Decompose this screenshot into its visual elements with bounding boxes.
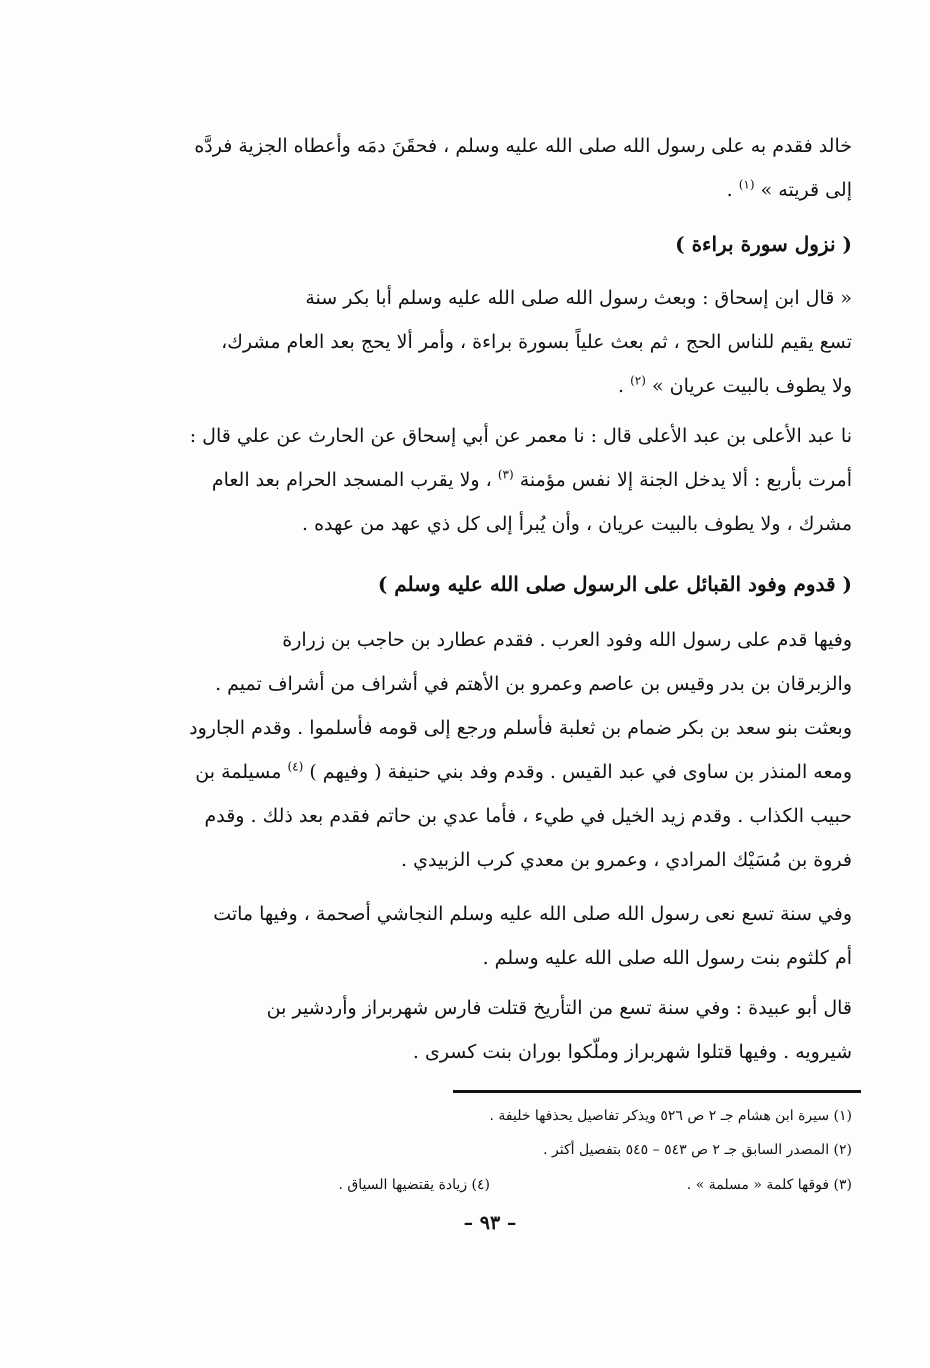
text-fragment: .: [618, 375, 625, 397]
text-line: [128, 168, 852, 212]
footnote-4: (٤) زيادة يقتضيها السياق .: [338, 1177, 490, 1193]
text-line: تسع يقيم للناس الحج ، ثم بعث علياً بسورة براءة ، وأمر ألا يحج بعد العام مشرك،: [221, 331, 852, 353]
footnote-ref: (١): [738, 177, 755, 192]
page-number: – ٩٣ –: [463, 1212, 517, 1234]
text-fragment: ومعه المنذر بن ساوى في عبد القيس . وقدم وفد بني حنيفة ( وفيهم ): [309, 761, 852, 783]
text-line: خالد فقدم به على رسول الله صلى الله عليه وسلم ، فحقَنَ دمَه وأعطاه الجزية فردَّه: [194, 135, 852, 157]
footnote-1: (١) سيرة ابن هشام جـ ٢ ص ٥٢٦ ويذكر تفاصيل يحذفها خليفة .: [489, 1108, 852, 1124]
text-fragment: أمرت بأربع : ألا يدخل الجنة إلا نفس مؤمنة: [519, 469, 852, 491]
text-line: والزبرقان بن بدر وقيس بن عاصم وعمرو بن الأهتم في أشراف من أشراف تميم .: [215, 673, 852, 695]
text-line: مشرك ، ولا يطوف بالبيت عريان ، وأن يُبرأ إلى كل ذي عهد من عهده .: [302, 513, 852, 535]
text-line: شيرويه . وفيها قتلوا شهربراز وملّكوا بوران بنت كسرى .: [412, 1041, 852, 1063]
paragraph-khalid: [128, 124, 852, 212]
text-fragment: مسيلمة بن: [195, 761, 282, 783]
paragraph-najashi: [128, 892, 852, 980]
text-line: حبيب الكذاب . وقدم زيد الخيل في طيء ، فأما عدي بن حاتم فقدم بعد ذلك . وقدم: [204, 805, 852, 827]
section-heading-delegations: ( قدوم وفود القبائل على الرسول صلى الله عليه وسلم ): [377, 572, 852, 596]
text-fragment: ولا يطوف بالبيت عريان »: [651, 375, 852, 397]
text-line: « قال ابن إسحاق : وبعث رسول الله صلى الله عليه وسلم أبا بكر سنة: [305, 287, 852, 309]
footnote-ref: (٤): [287, 759, 304, 774]
paragraph-delegations: [128, 618, 852, 882]
footnote-ref: (٢): [630, 373, 646, 388]
footnote-2: (٢) المصدر السابق جـ ٢ ص ٥٤٣ – ٥٤٥ بتفصيل أكثر .: [543, 1142, 852, 1158]
footnote-ref: (٣): [497, 467, 514, 482]
text-line: [128, 750, 852, 794]
text-line: [128, 458, 852, 502]
text-line: وبعثت بنو سعد بن بكر ضمام بن ثعلبة فأسلم ورجع إلى قومه فأسلموا . وقدم الجارود: [189, 717, 852, 739]
text-line: أم كلثوم بنت رسول الله صلى الله عليه وسلم .: [482, 947, 852, 969]
footnote-3: (٣) فوقها كلمة « مسلمة » .: [686, 1177, 852, 1193]
text-line: وفيها قدم على رسول الله وفود العرب . فقدم عطارد بن حاجب بن زرارة: [282, 629, 852, 651]
text-fragment: .: [726, 179, 733, 201]
text-line: قال أبو عبيدة : وفي سنة تسع من التأريخ قتلت فارس شهربراز وأردشير بن: [266, 997, 852, 1019]
text-line: وفي سنة تسع نعى رسول الله صلى الله عليه وسلم النجاشي أصحمة ، وفيها ماتت: [213, 903, 852, 925]
footnote-divider: [453, 1090, 861, 1093]
paragraph-abu-ubayda: [128, 986, 852, 1074]
text-fragment: إلى قريته »: [760, 179, 852, 201]
text-line: نا عبد الأعلى بن عبد الأعلى قال : نا معمر عن أبي إسحاق عن الحارث عن علي قال :: [189, 425, 852, 447]
section-heading-baraa: ( نزول سورة براءة ): [675, 232, 852, 256]
text-fragment: ، ولا يقرب المسجد الحرام بعد العام: [211, 469, 492, 491]
text-line: فروة بن مُسَيْك المرادي ، وعمرو بن معدي كرب الزبيدي .: [401, 849, 852, 871]
text-line: [128, 364, 852, 408]
paragraph-ibn-ishaq: [128, 276, 852, 408]
paragraph-abd-al-ala: [128, 414, 852, 546]
